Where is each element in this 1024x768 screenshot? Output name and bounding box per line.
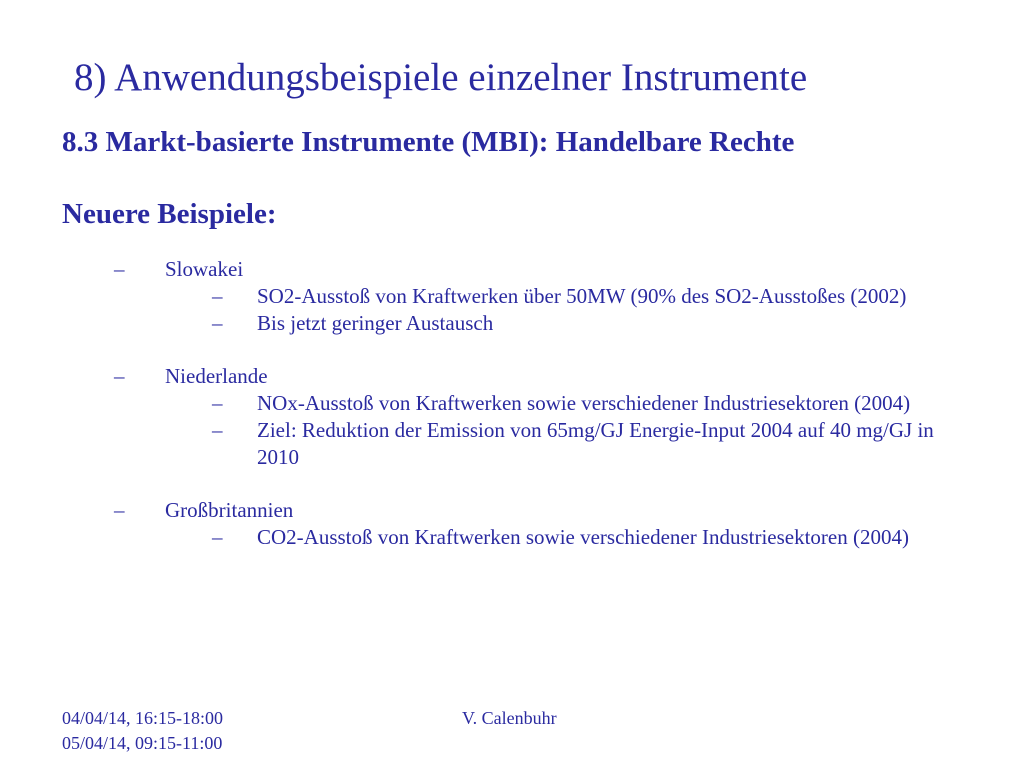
bullet-label: Niederlande — [165, 364, 268, 388]
list-item — [0, 283, 1024, 310]
bullet-dash: – — [212, 418, 223, 442]
footer-author: V. Calenbuhr — [462, 708, 557, 728]
bullet-dash: – — [212, 391, 223, 415]
bullet-dash: – — [212, 525, 223, 549]
bullet-dash: – — [212, 284, 223, 308]
bullet-text: Bis jetzt geringer Austausch — [257, 311, 494, 335]
list-item — [0, 363, 1024, 390]
footer-date-line-2: 05/04/14, 09:15-11:00 — [62, 733, 223, 753]
footer-dates — [62, 706, 223, 756]
bullet-text: Ziel: Reduktion der Emission von 65mg/GJ Energie-Input 2004 auf 40 mg/GJ in 2010 — [257, 418, 934, 469]
bullet-group-slowakei — [0, 256, 1024, 337]
list-item — [0, 310, 1024, 337]
slide-title: 8) Anwendungsbeispiele einzelner Instrumente — [74, 56, 808, 99]
list-item — [0, 390, 1024, 417]
bullet-text: NOx-Ausstoß von Kraftwerken sowie verschiedener Industriesektoren (2004) — [257, 391, 911, 415]
list-item — [0, 256, 1024, 283]
bullet-group-grossbritannien — [0, 497, 1024, 551]
bullet-dash: – — [114, 364, 125, 388]
section-heading: Neuere Beispiele: — [62, 198, 277, 230]
footer-date-line-1: 04/04/14, 16:15-18:00 — [62, 708, 223, 728]
bullet-group-niederlande — [0, 363, 1024, 471]
bullet-dash: – — [212, 311, 223, 335]
bullet-dash: – — [114, 498, 125, 522]
list-item — [0, 497, 1024, 524]
bullet-label: Großbritannien — [165, 498, 294, 522]
list-item — [0, 417, 1024, 471]
bullet-label: Slowakei — [165, 257, 244, 281]
bullet-list — [0, 256, 1024, 577]
bullet-dash: – — [114, 257, 125, 281]
slide-subtitle: 8.3 Markt-basierte Instrumente (MBI): Handelbare Rechte — [62, 126, 795, 158]
list-item — [0, 524, 1024, 551]
bullet-text: CO2-Ausstoß von Kraftwerken sowie verschiedener Industriesektoren (2004) — [257, 525, 909, 549]
bullet-text: SO2-Ausstoß von Kraftwerken über 50MW (90% des SO2-Ausstoßes (2002) — [257, 284, 907, 308]
